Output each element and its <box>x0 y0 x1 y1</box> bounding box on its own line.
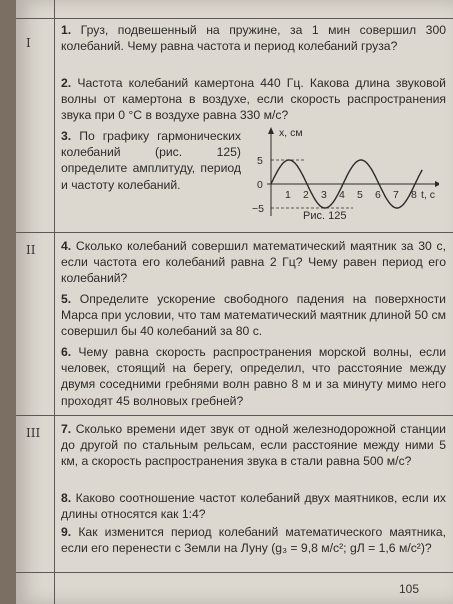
task-8-text: Каково соотношение частот колебаний двух маятников, если их длины относятся как 1:4? <box>61 491 446 522</box>
task-5-number: 5. <box>61 292 72 306</box>
x-tick-3: 3 <box>321 189 327 201</box>
y-axis-arrow <box>268 127 274 134</box>
task-6 <box>61 344 446 409</box>
task-2 <box>61 75 446 124</box>
y-axis-label: x, см <box>279 127 303 139</box>
figure-caption: Рис. 125 <box>303 210 347 222</box>
task-4 <box>61 238 446 287</box>
task-3-text: По графику гармонических колебаний (рис. 125) определите амплитуду, период и частоту колебаний. <box>61 129 242 192</box>
textbook-page <box>16 0 453 604</box>
section-label-3: III <box>26 426 41 440</box>
column-divider <box>54 0 55 604</box>
task-5-text: Определите ускорение свободного падения на поверхности Марса при условии, что там математический маятник длиной 50 см совершил бы 40 колебаний за 80 с. <box>61 292 446 339</box>
x-axis-label: t, с <box>421 189 436 201</box>
task-2-number: 2. <box>61 76 72 90</box>
task-7-number: 7. <box>61 422 72 436</box>
section-divider-2 <box>16 415 453 416</box>
task-3-number: 3. <box>61 129 72 143</box>
task-1-text: Груз, подвешенный на пружине, за 1 мин совершил 300 колебаний. Чему равна частота и период колебаний груза? <box>61 23 446 54</box>
x-tick-5: 5 <box>357 189 363 201</box>
task-6-text: Чему равна скорость распространения морской волны, если человек, стоящий на берегу, определил, что расстояние между двумя соседними гребнями волн равно 8 м и за минуту мимо него проходят 45 волновых гребней? <box>61 345 447 408</box>
task-7 <box>61 421 446 470</box>
page-number: 105 <box>399 582 420 596</box>
task-7-text: Сколько времени идет звук от одной железнодорожной станции до другой по стальным рельсам, если расстояние между ними 5 км, а скорость распространения звука в стали равна 500 м/с? <box>61 422 446 469</box>
task-6-number: 6. <box>61 345 72 359</box>
task-2-text: Частота колебаний камертона 440 Гц. Какова длина звуковой волны от камертона в воздухе, если скорость распространения звука при 0 °С в воздухе равна 330 м/с? <box>61 76 446 123</box>
task-1-number: 1. <box>61 23 72 37</box>
task-3 <box>61 128 241 193</box>
x-tick-2: 2 <box>303 189 309 201</box>
task-9-text: Как изменится период колебаний математического маятника, если его перенести с Земли на Луну (g₃ = 9,8 м/с²; gЛ = 1,6 м/с²)? <box>61 525 447 556</box>
task-8 <box>61 490 446 522</box>
task-4-text: Сколько колебаний совершил математический маятник за 30 с, если частота его колебаний равна 2 Гц? Чему равен период его колебаний? <box>61 239 446 286</box>
x-tick-8: 8 <box>411 189 417 201</box>
x-tick-7: 7 <box>393 189 399 201</box>
task-9-number: 9. <box>61 525 72 539</box>
x-axis-arrow <box>435 181 439 187</box>
section-label-1: I <box>26 36 31 50</box>
section-label-2: II <box>26 243 36 257</box>
task-4-number: 4. <box>61 239 72 253</box>
table-top-border <box>16 18 453 19</box>
section-divider-1 <box>16 232 453 233</box>
y-tick-0: 0 <box>257 179 263 191</box>
y-tick-5: 5 <box>257 155 263 167</box>
x-tick-6: 6 <box>375 189 381 201</box>
x-tick-4: 4 <box>339 189 345 201</box>
task-5 <box>61 291 446 340</box>
task-1 <box>61 22 446 54</box>
task-9 <box>61 524 446 556</box>
task-8-number: 8. <box>61 491 72 505</box>
y-tick-minus5: −5 <box>252 203 264 215</box>
table-bottom-border <box>16 572 453 573</box>
x-tick-1: 1 <box>285 189 291 201</box>
